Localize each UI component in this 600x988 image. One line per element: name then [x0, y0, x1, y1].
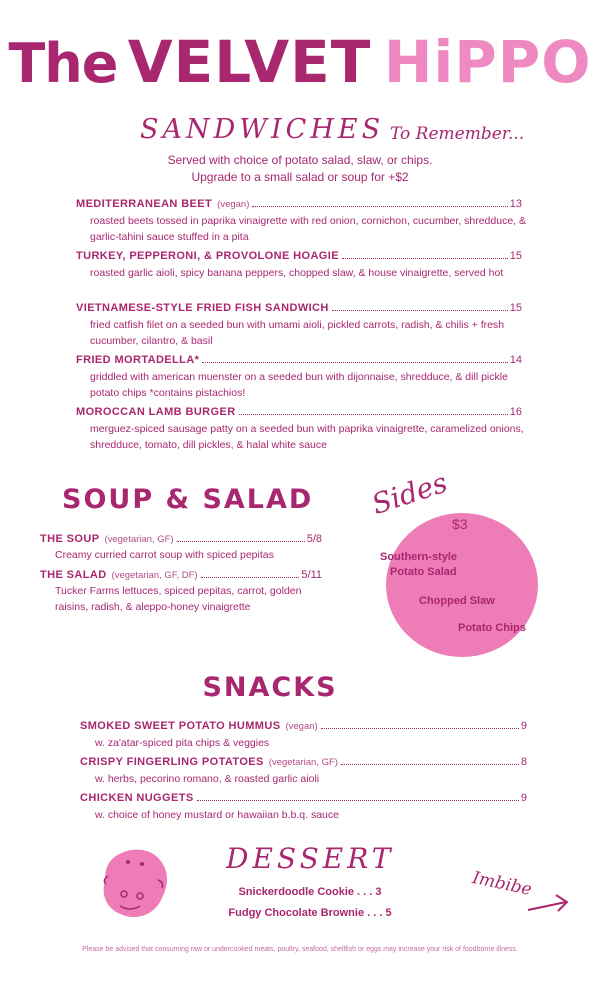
item-tag: (vegan)	[285, 721, 318, 732]
item-name: MEDITERRANEAN BEET	[76, 198, 213, 210]
dot-leader	[197, 800, 519, 801]
item-description: merguez-spiced sausage patty on a seeded bun with paprika vinaigrette, caramelized onions, shredduce, tomato, dill pickles, & halal white sauce	[90, 423, 524, 451]
dot-leader	[252, 206, 507, 207]
title-the: The	[8, 32, 118, 95]
dot-leader	[202, 362, 507, 363]
dessert-heading: DESSERT	[226, 842, 395, 875]
sandwiches-heading: SANDWICHES	[140, 114, 385, 145]
item-price: 8	[520, 756, 527, 768]
item-price: 16	[509, 406, 522, 418]
arrow-right-icon[interactable]	[526, 892, 570, 916]
item-tag: (vegan)	[217, 199, 250, 210]
menu-title	[0, 28, 600, 108]
hippo-icon	[96, 846, 176, 926]
sides-price: $3	[452, 516, 468, 532]
item-name: CRISPY FINGERLING POTATOES	[80, 756, 264, 768]
item-description: Creamy curried carrot soup with spiced pepitas	[55, 549, 274, 561]
item-description: Tucker Farms lettuces, spiced pepitas, carrot, golden raisins, radish, & aleppo-honey vinaigrette	[55, 585, 302, 613]
item-tag: (vegetarian, GF)	[104, 534, 174, 545]
sides-heading: Sides	[367, 465, 452, 521]
item-name: MOROCCAN LAMB BURGER	[76, 406, 236, 418]
snacks-heading: SNACKS	[202, 672, 338, 703]
dot-leader	[341, 764, 519, 765]
item-price: 9	[520, 720, 527, 732]
item-description: fried catfish filet on a seeded bun with umami aioli, pickled carrots, radish, & chilis + fresh cucumber, cilantro, & basil	[90, 319, 505, 347]
menu-item	[80, 792, 527, 804]
item-tag: (vegetarian, GF)	[268, 757, 338, 768]
item-price: 13	[509, 198, 522, 210]
menu-item	[40, 533, 322, 545]
soup-salad-heading: SOUP & SALAD	[62, 484, 314, 515]
sandwiches-note-2: Upgrade to a small salad or soup for +$2	[191, 170, 409, 184]
title-hippo: HiPPO	[383, 28, 592, 96]
item-price: 5/11	[301, 569, 322, 581]
dot-leader	[332, 310, 508, 311]
item-price: 15	[509, 302, 522, 314]
dessert-item: Fudgy Chocolate Brownie . . . 5	[228, 907, 392, 919]
item-tag: (vegetarian, GF, DF)	[111, 570, 198, 581]
item-name: SMOKED SWEET POTATO HUMMUS	[80, 720, 281, 732]
item-name: FRIED MORTADELLA*	[76, 354, 200, 366]
item-name: VIETNAMESE-STYLE FRIED FISH SANDWICH	[76, 302, 329, 314]
dessert-item: Snickerdoodle Cookie . . . 3	[238, 886, 382, 898]
item-name: THE SOUP	[40, 533, 100, 545]
item-description: w. choice of honey mustard or hawaiian b.b.q. sauce	[95, 809, 339, 821]
dot-leader	[239, 414, 508, 415]
menu-item	[76, 250, 522, 262]
menu-item	[80, 720, 527, 732]
item-description: roasted garlic aioli, spicy banana peppers, chopped slaw, & house vinaigrette, served hot	[90, 267, 504, 279]
disclaimer: Please be advised that consuming raw or undercooked meats, poultry, seafood, shellfish or eggs may increase your risk of foodborne illness.	[82, 946, 518, 953]
item-name: TURKEY, PEPPERONI, & PROVOLONE HOAGIE	[76, 250, 339, 262]
side-item: Chopped Slaw	[419, 595, 495, 607]
menu-item	[76, 406, 522, 418]
sandwiches-note-1: Served with choice of potato salad, slaw, or chips.	[167, 153, 433, 167]
side-item: Potato Salad	[390, 566, 457, 578]
menu-item	[76, 198, 522, 210]
dot-leader	[177, 541, 305, 542]
item-name: THE SALAD	[40, 569, 107, 581]
side-item: Potato Chips	[458, 622, 526, 634]
menu-item	[76, 302, 522, 314]
item-price: 14	[509, 354, 522, 366]
item-description: w. za'atar-spiced pita chips & veggies	[95, 737, 270, 749]
item-description: roasted beets tossed in paprika vinaigrette with red onion, cornichon, cucumber, shredduce, & garlic-tahini sauce stuffed in a pita	[90, 215, 527, 243]
item-description: griddled with american muenster on a seeded bun with dijonnaise, shredduce, & dill pickle potato chips *contains pistachios!	[90, 371, 508, 399]
title-velvet: VELVET	[127, 28, 372, 96]
item-price: 9	[520, 792, 527, 804]
dot-leader	[321, 728, 519, 729]
item-description: w. herbs, pecorino romano, & roasted garlic aioli	[95, 773, 320, 785]
item-price: 5/8	[306, 533, 322, 545]
menu-item	[80, 756, 527, 768]
sides-circle	[386, 513, 538, 657]
menu-item	[40, 569, 322, 581]
item-price: 15	[509, 250, 522, 262]
item-name: CHICKEN NUGGETS	[80, 792, 194, 804]
side-item: Southern-style	[380, 551, 458, 563]
menu-item	[76, 354, 522, 366]
dot-leader	[342, 258, 508, 259]
dot-leader	[201, 577, 300, 578]
imbibe-link[interactable]: Imbibe	[470, 867, 534, 901]
sandwiches-subheading: To Remember...	[390, 124, 525, 144]
